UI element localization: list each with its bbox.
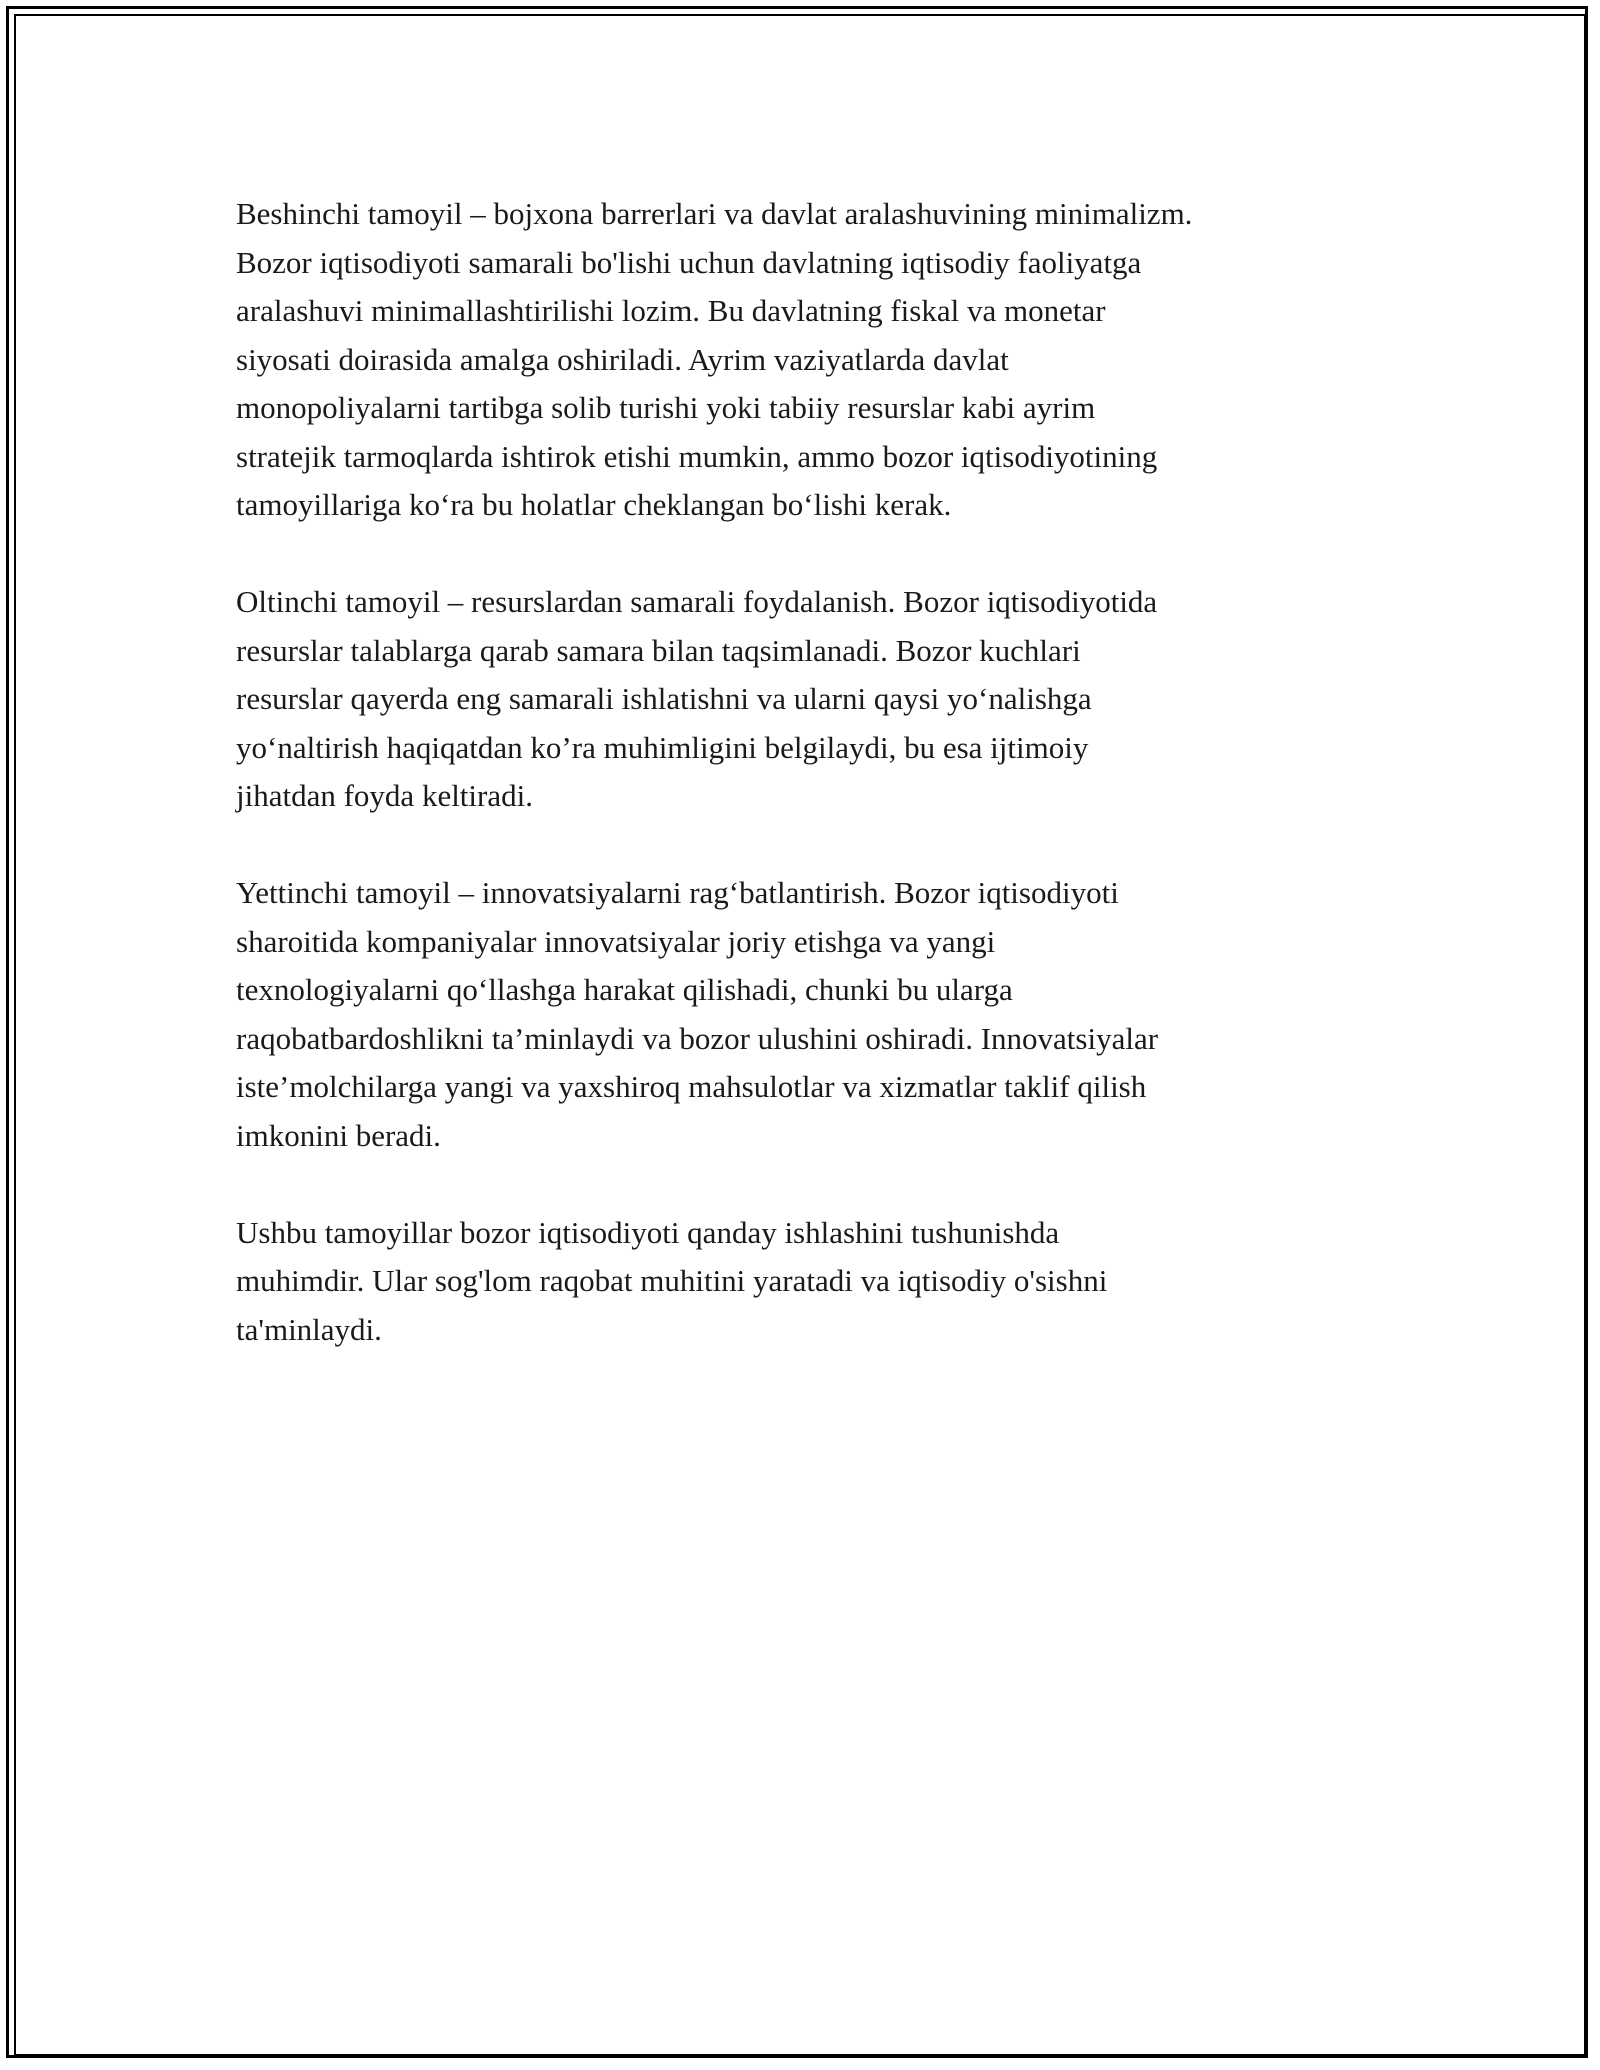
text-line: yo‘naltirish haqiqatdan ko’ra muhimligini belgilaydi, bu esa ijtimoiy (236, 729, 1089, 765)
text-line: Ushbu tamoyillar bozor iqtisodiyoti qanday ishlashini tushunishda (236, 1214, 1060, 1250)
text-line: Oltinchi tamoyil – resurslardan samarali foydalanish. Bozor iqtisodiyotida (236, 584, 1158, 619)
document-body (236, 190, 1366, 1403)
paragraph-fifth-principle (236, 190, 1366, 530)
paragraph-seventh-principle (236, 869, 1366, 1160)
paragraph-conclusion (236, 1209, 1366, 1355)
text-line: raqobatbardoshlikni ta’minlaydi va bozor ulushini oshiradi. Innovatsiyalar (236, 1020, 1159, 1056)
text-line: resurslar qayerda eng samarali ishlatishni va ularni qaysi yo‘nalishga (236, 681, 1092, 716)
text-line: ta'minlaydi. (236, 1311, 382, 1347)
text-line: tamoyillariga ko‘ra bu holatlar cheklangan bo‘lishi kerak. (236, 487, 952, 522)
text-line: sharoitida kompaniyalar innovatsiyalar joriy etishga va yangi (236, 923, 996, 959)
text-line: muhimdir. Ular sog'lom raqobat muhitini yaratadi va iqtisodiy o'sishni (236, 1263, 1108, 1298)
text-line: jihatdan foyda keltiradi. (236, 778, 533, 813)
text-line: Yettinchi tamoyil – innovatsiyalarni rag‘batlantirish. Bozor iqtisodiyoti (236, 875, 1119, 910)
text-line: monopoliyalarni tartibga solib turishi yoki tabiiy resurslar kabi ayrim (236, 390, 1096, 425)
text-line: imkonini beradi. (236, 1117, 441, 1153)
text-line: texnologiyalarni qo‘llashga harakat qilishadi, chunki bu ularga (236, 972, 1013, 1007)
text-line: stratejik tarmoqlarda ishtirok etishi mumkin, ammo bozor iqtisodiyotining (236, 438, 1158, 474)
text-line: aralashuvi minimallashtirilishi lozim. Bu davlatning fiskal va monetar (236, 293, 1106, 328)
paragraph-sixth-principle (236, 578, 1366, 821)
text-line: iste’molchilarga yangi va yaxshiroq mahsulotlar va xizmatlar taklif qilish (236, 1069, 1147, 1104)
text-line: resurslar talablarga qarab samara bilan taqsimlanadi. Bozor kuchlari (236, 632, 1081, 668)
text-line: siyosati doirasida amalga oshiriladi. Ayrim vaziyatlarda davlat (236, 341, 1009, 377)
text-line: Beshinchi tamoyil – bojxona barrerlari va davlat aralashuvining minimalizm. (236, 196, 1193, 231)
text-line: Bozor iqtisodiyoti samarali bo'lishi uchun davlatning iqtisodiy faoliyatga (236, 244, 1142, 280)
